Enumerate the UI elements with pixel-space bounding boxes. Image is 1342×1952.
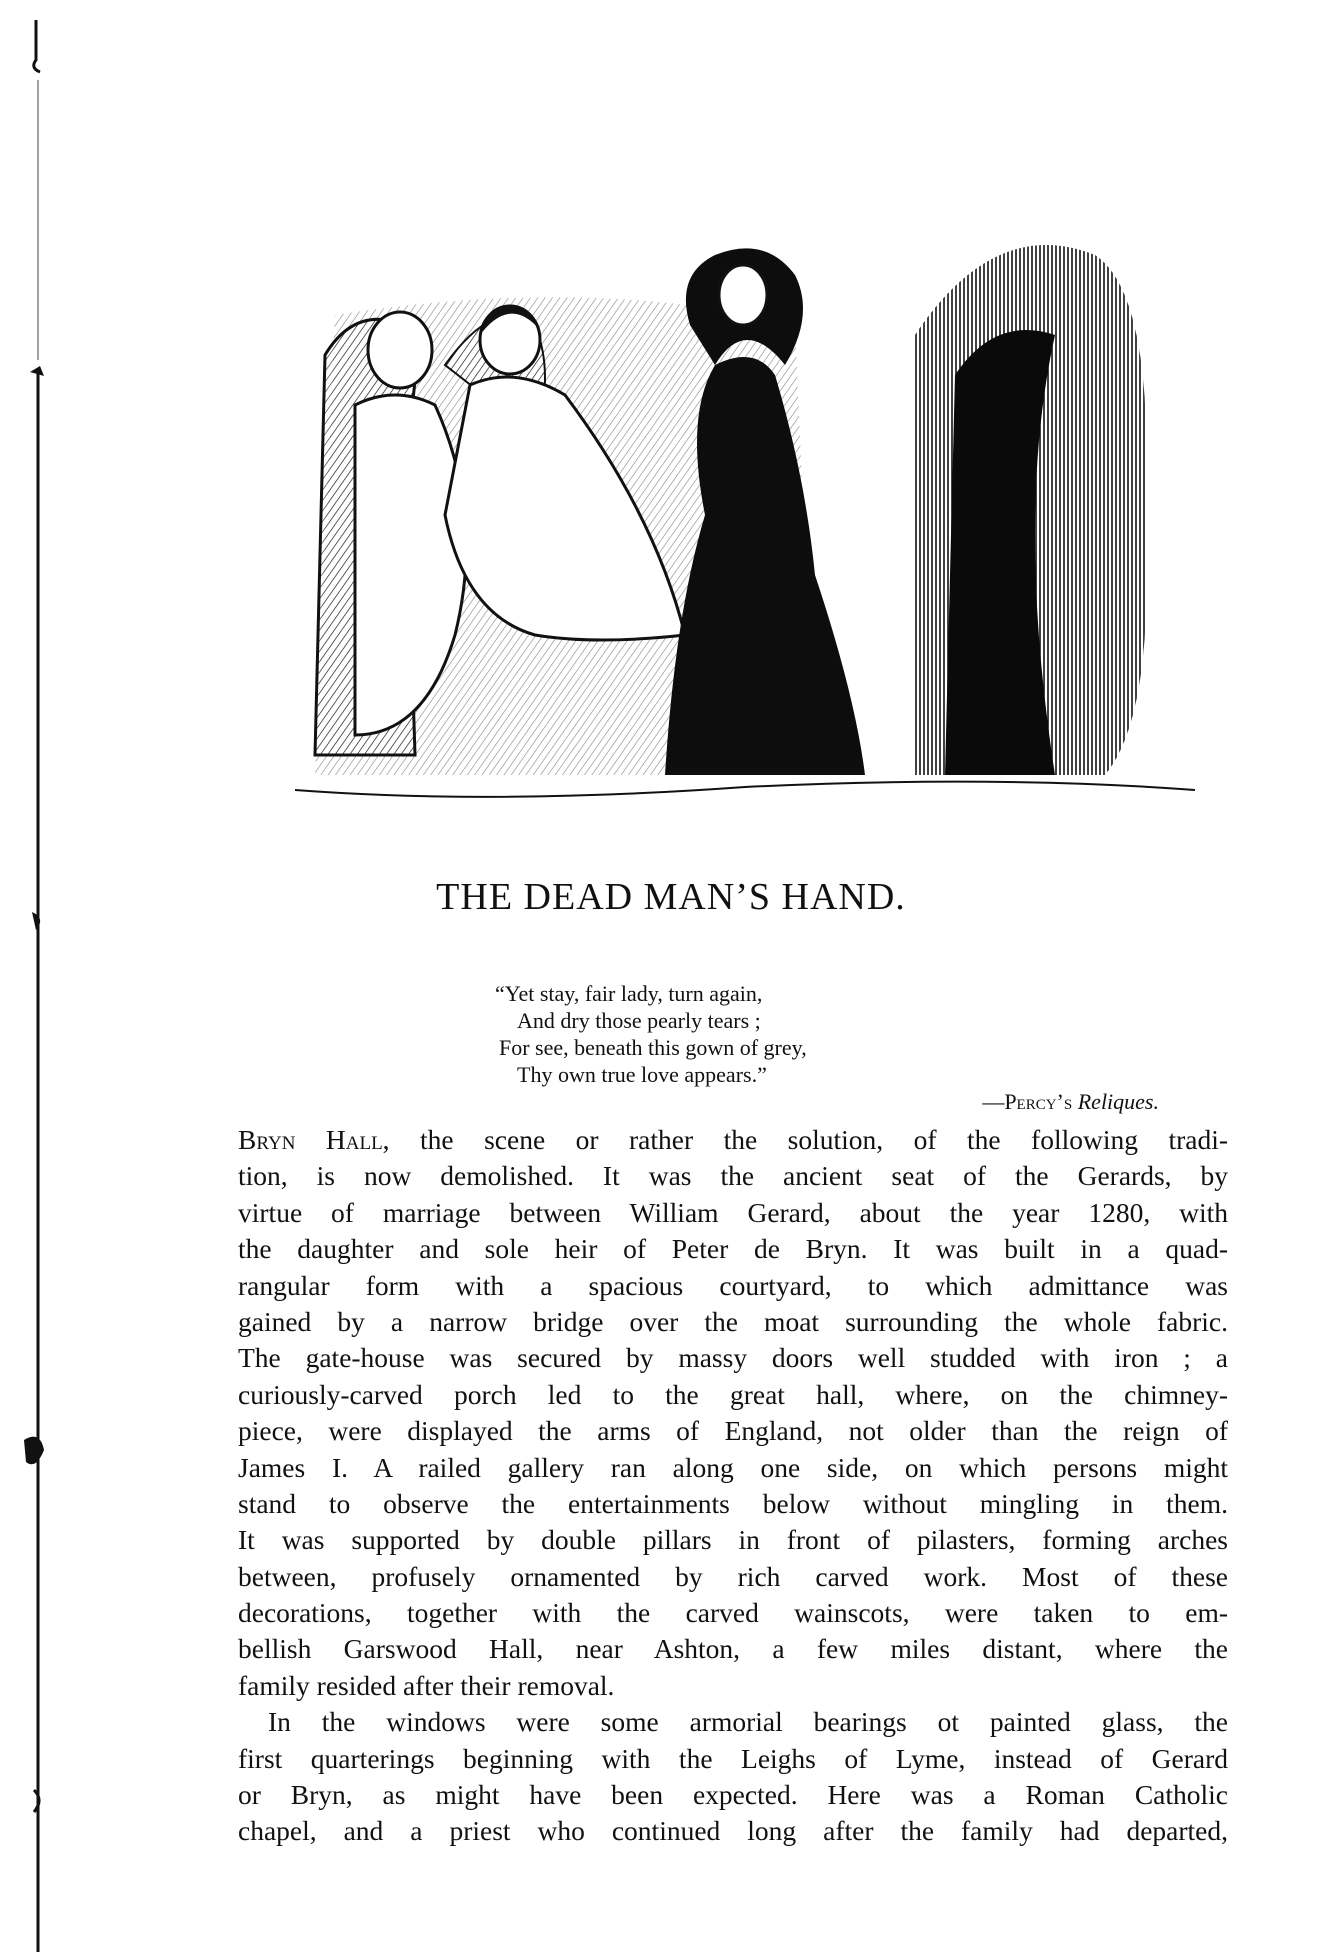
- text-line: decorations, together with the carved wainscots, were taken to em-: [238, 1597, 1228, 1629]
- text-line: tion, is now demolished. It was the ancient seat of the Gerards, by: [238, 1160, 1228, 1192]
- story-title: THE DEAD MAN’S HAND.: [436, 876, 906, 918]
- paragraph: [238, 1704, 1228, 1850]
- text-line: It was supported by double pillars in front of pilasters, forming arches: [238, 1524, 1228, 1556]
- seated-lady-head: [368, 312, 432, 388]
- body-text: [238, 1122, 1228, 1850]
- attribution-work: Reliques.: [1077, 1089, 1159, 1114]
- illustration: [295, 215, 1195, 815]
- text-line: James I. A railed gallery ran along one side, on which persons might: [238, 1451, 1228, 1483]
- epigraph: [495, 980, 1175, 1115]
- text-line: Bryn Hall, the scene or rather the solution, of the following tradi-: [238, 1124, 1228, 1155]
- standing-figure-head: [719, 265, 767, 325]
- text-line: stand to observe the entertainments below without mingling in them.: [238, 1487, 1228, 1519]
- text-line: between, profusely ornamented by rich carved work. Most of these: [238, 1560, 1228, 1592]
- floor-line: [295, 782, 1195, 797]
- paragraph: [238, 1122, 1228, 1704]
- margin-rule: [0, 0, 80, 1952]
- lead-words: Bryn Hall,: [238, 1124, 390, 1155]
- epigraph-line: Thy own true love appears.”: [517, 1062, 767, 1087]
- text-line: chapel, and a priest who continued long after the family had departed,: [238, 1815, 1228, 1847]
- epigraph-line: And dry those pearly tears ;: [517, 1008, 761, 1033]
- text-line: or Bryn, as might have been expected. Here was a Roman Catholic: [238, 1779, 1228, 1811]
- text-line: gained by a narrow bridge over the moat surrounding the whole fabric.: [238, 1305, 1228, 1337]
- text-line: virtue of marriage between William Gerard, about the year 1280, with: [238, 1196, 1228, 1228]
- epigraph-line: For see, beneath this gown of grey,: [499, 1035, 807, 1060]
- epigraph-attribution: [495, 1088, 1175, 1115]
- text-line: piece, were displayed the arms of England, not older than the reign of: [238, 1415, 1228, 1447]
- text-line: bellish Garswood Hall, near Ashton, a few miles distant, where the: [238, 1633, 1228, 1665]
- text-line: curiously-carved porch led to the great hall, where, on the chimney-: [238, 1378, 1228, 1410]
- attribution-author: —Percy’s: [982, 1089, 1078, 1114]
- text-line: family resided after their removal.: [238, 1669, 615, 1701]
- text-line: The gate-house was secured by massy doors well studded with iron ; a: [238, 1342, 1228, 1374]
- text-line: first quarterings beginning with the Leighs of Lyme, instead of Gerard: [238, 1742, 1228, 1774]
- text-line: the daughter and sole heir of Peter de Bryn. It was built in a quad-: [238, 1233, 1228, 1265]
- text-line: In the windows were some armorial bearings ot painted glass, the: [268, 1706, 1228, 1738]
- text-line: rangular form with a spacious courtyard, to which admittance was: [238, 1269, 1228, 1301]
- epigraph-line: “Yet stay, fair lady, turn again,: [495, 981, 763, 1006]
